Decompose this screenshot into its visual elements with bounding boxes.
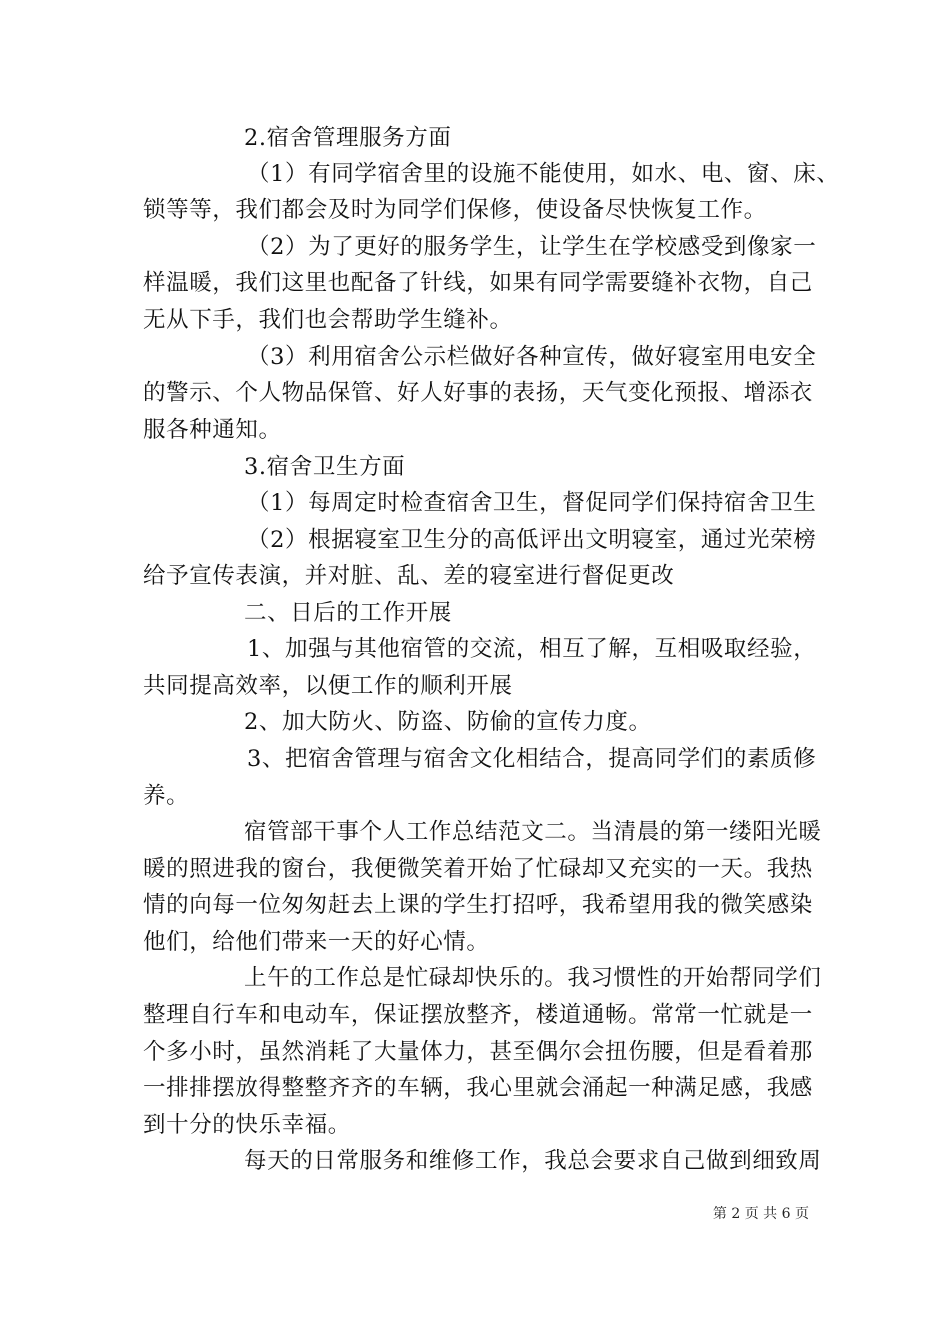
paragraph-line: （2）根据寝室卫生分的高低评出文明寝室，通过光荣榜 xyxy=(247,527,817,553)
paragraph-line: （1）每周定时检查宿舍卫生，督促同学们保持宿舍卫生 xyxy=(247,490,817,516)
paragraph-line: 养。 xyxy=(143,783,190,809)
paragraph-line: 上午的工作总是忙碌却快乐的。我习惯性的开始帮同学们 xyxy=(244,965,822,991)
heading-dorm-hygiene: 3.宿舍卫生方面 xyxy=(244,454,406,480)
heading-dorm-service: 2.宿舍管理服务方面 xyxy=(244,125,452,151)
paragraph-line: 共同提高效率，以便工作的顺利开展 xyxy=(143,673,513,699)
paragraph-line: 2、加大防火、防盗、防偷的宣传力度。 xyxy=(244,709,652,735)
paragraph-line: 到十分的快乐幸福。 xyxy=(143,1112,351,1138)
paragraph-line: 个多小时，虽然消耗了大量体力，甚至偶尔会扭伤腰，但是看着那 xyxy=(143,1039,813,1065)
paragraph-line: 宿管部干事个人工作总结范文二。当清晨的第一缕阳光暖 xyxy=(244,819,822,845)
paragraph-line: 1、加强与其他宿管的交流，相互了解，互相吸取经验， xyxy=(247,636,817,662)
heading-future-work: 二、日后的工作开展 xyxy=(244,600,452,626)
paragraph-line: （1）有同学宿舍里的设施不能使用，如水、电、窗、床、 xyxy=(247,161,840,187)
paragraph-line: 一排排摆放得整整齐齐的车辆，我心里就会涌起一种满足感，我感 xyxy=(143,1075,813,1101)
paragraph-line: 无从下手，我们也会帮助学生缝补。 xyxy=(143,307,513,333)
paragraph-line: 暖的照进我的窗台，我便微笑着开始了忙碌却又充实的一天。我热 xyxy=(143,856,813,882)
paragraph-line: 他们，给他们带来一天的好心情。 xyxy=(143,929,490,955)
paragraph-line: 整理自行车和电动车，保证摆放整齐，楼道通畅。常常一忙就是一 xyxy=(143,1002,813,1028)
paragraph-line: 锁等等，我们都会及时为同学们保修，使设备尽快恢复工作。 xyxy=(143,197,767,223)
paragraph-line: 样温暖，我们这里也配备了针线，如果有同学需要缝补衣物，自己 xyxy=(143,270,813,296)
paragraph-line: 给予宣传表演，并对脏、乱、差的寝室进行督促更改 xyxy=(143,563,675,589)
paragraph-line: 的警示、个人物品保管、好人好事的表扬，天气变化预报、增添衣 xyxy=(143,380,813,406)
paragraph-line: 服各种通知。 xyxy=(143,417,282,443)
paragraph-line: 3、把宿舍管理与宿舍文化相结合，提高同学们的素质修 xyxy=(247,746,817,772)
paragraph-line: 情的向每一位匆匆赶去上课的学生打招呼，我希望用我的微笑感染 xyxy=(143,892,813,918)
page-number-footer: 第 2 页 共 6 页 xyxy=(712,1206,809,1222)
paragraph-line: （3）利用宿舍公示栏做好各种宣传，做好寝室用电安全 xyxy=(247,344,817,370)
paragraph-line: 每天的日常服务和维修工作，我总会要求自己做到细致周 xyxy=(244,1148,822,1174)
paragraph-line: （2）为了更好的服务学生，让学生在学校感受到像家一 xyxy=(247,234,817,260)
